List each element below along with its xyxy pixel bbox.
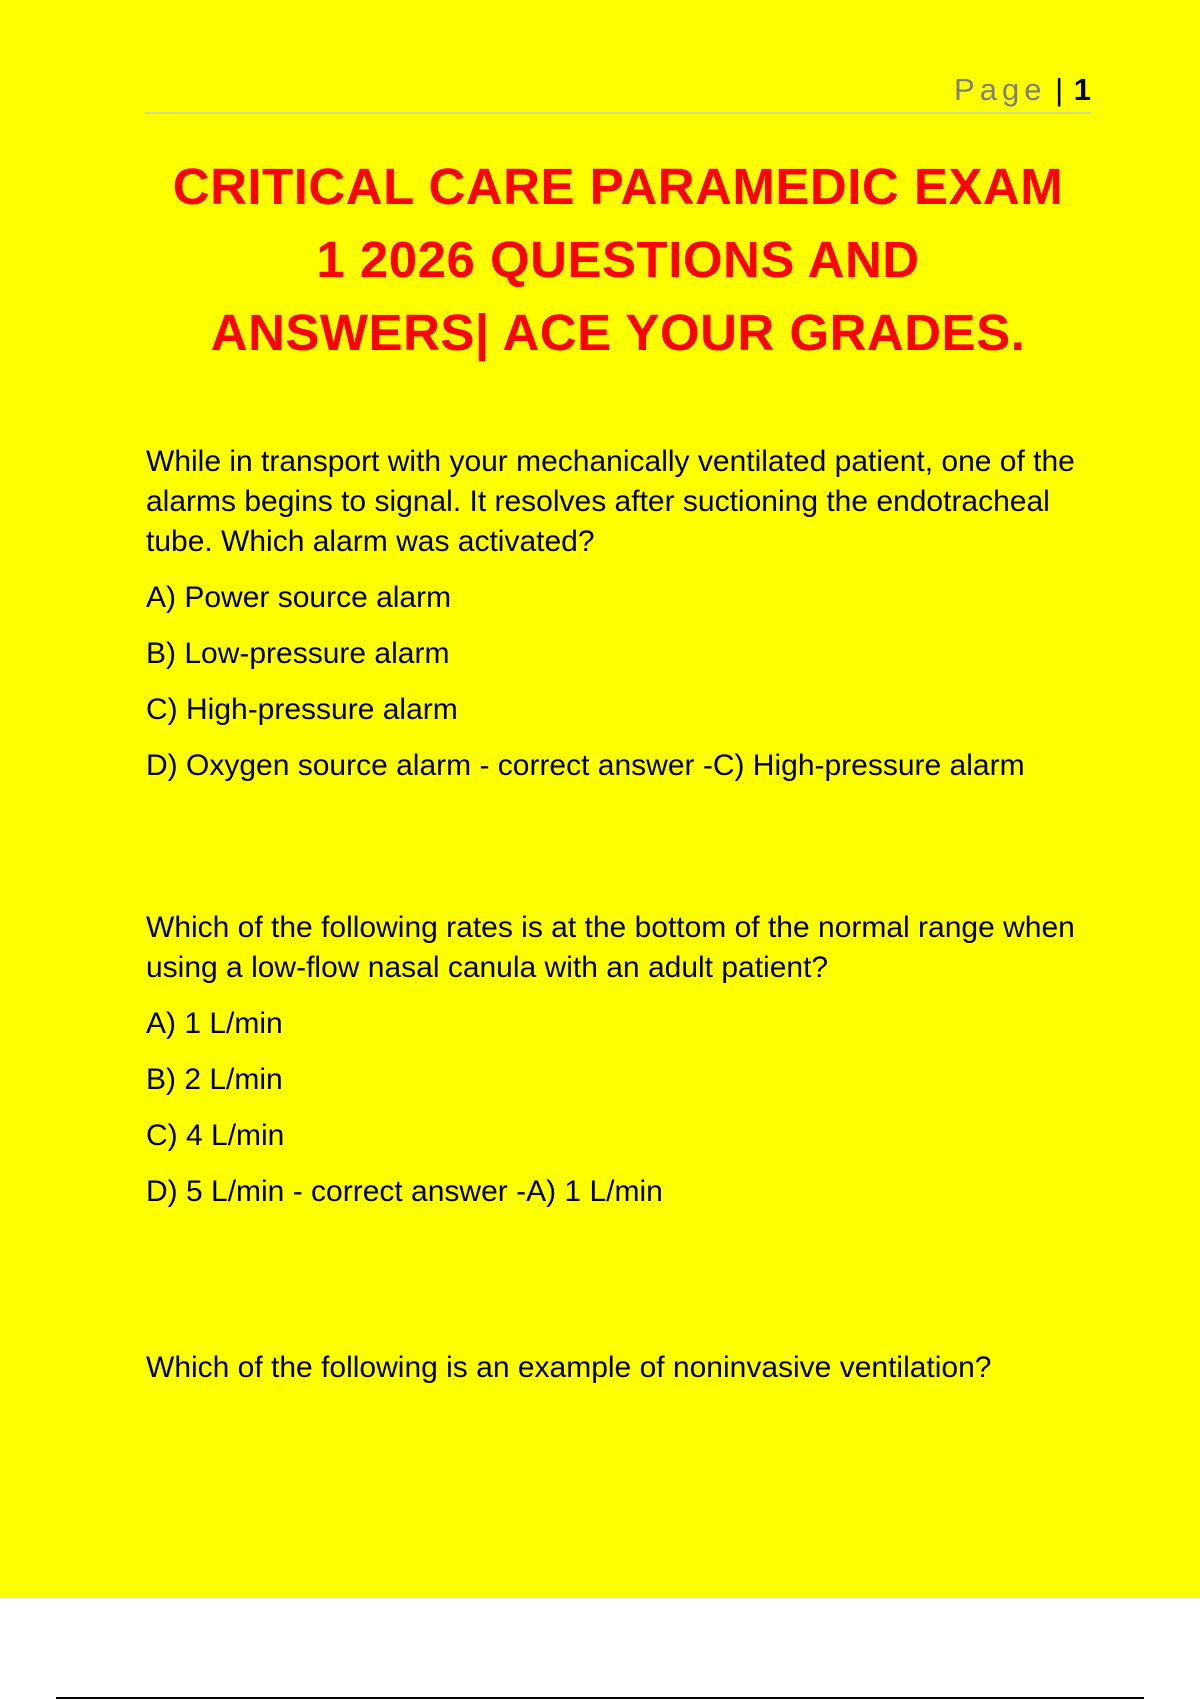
page-header <box>145 68 1091 114</box>
answer-option: B) Low-pressure alarm <box>146 637 450 670</box>
answer-option: B) 2 L/min <box>146 1063 283 1096</box>
answer-option-with-correct-answer: D) Oxygen source alarm - correct answer -C) High-pressure alarm <box>146 749 1025 782</box>
spacer <box>146 1228 1096 1348</box>
question-block <box>146 1348 1096 1388</box>
question-block <box>146 442 1096 786</box>
question-text: Which of the following rates is at the bottom of the normal range when using a low-flow nasal canula with an adult patient? <box>146 911 1075 984</box>
answer-option: C) 4 L/min <box>146 1119 285 1152</box>
page-bottom-rule <box>56 1697 1144 1699</box>
title-line-3: ANSWERS| ACE YOUR GRADES. <box>210 304 1026 361</box>
question-text: While in transport with your mechanically ventilated patient, one of the alarms begins to signal. It resolves after suctioning the endotracheal tube. Which alarm was activated? <box>146 445 1075 558</box>
answer-option: A) Power source alarm <box>146 581 452 614</box>
answer-option: A) 1 L/min <box>146 1007 283 1040</box>
page-number: 1 <box>1073 72 1091 107</box>
question-block <box>146 908 1096 1212</box>
questions-list <box>146 442 1096 1404</box>
question-text: Which of the following is an example of noninvasive ventilation? <box>146 1351 992 1384</box>
title-line-1: CRITICAL CARE PARAMEDIC EXAM <box>172 158 1064 215</box>
page-separator: | <box>1055 72 1064 107</box>
page-label: Page <box>954 72 1047 107</box>
answer-option-with-correct-answer: D) 5 L/min - correct answer -A) 1 L/min <box>146 1175 663 1208</box>
answer-option: C) High-pressure alarm <box>146 693 458 726</box>
document-title <box>130 150 1106 369</box>
title-line-2: 1 2026 QUESTIONS AND <box>316 231 920 288</box>
spacer <box>146 802 1096 908</box>
